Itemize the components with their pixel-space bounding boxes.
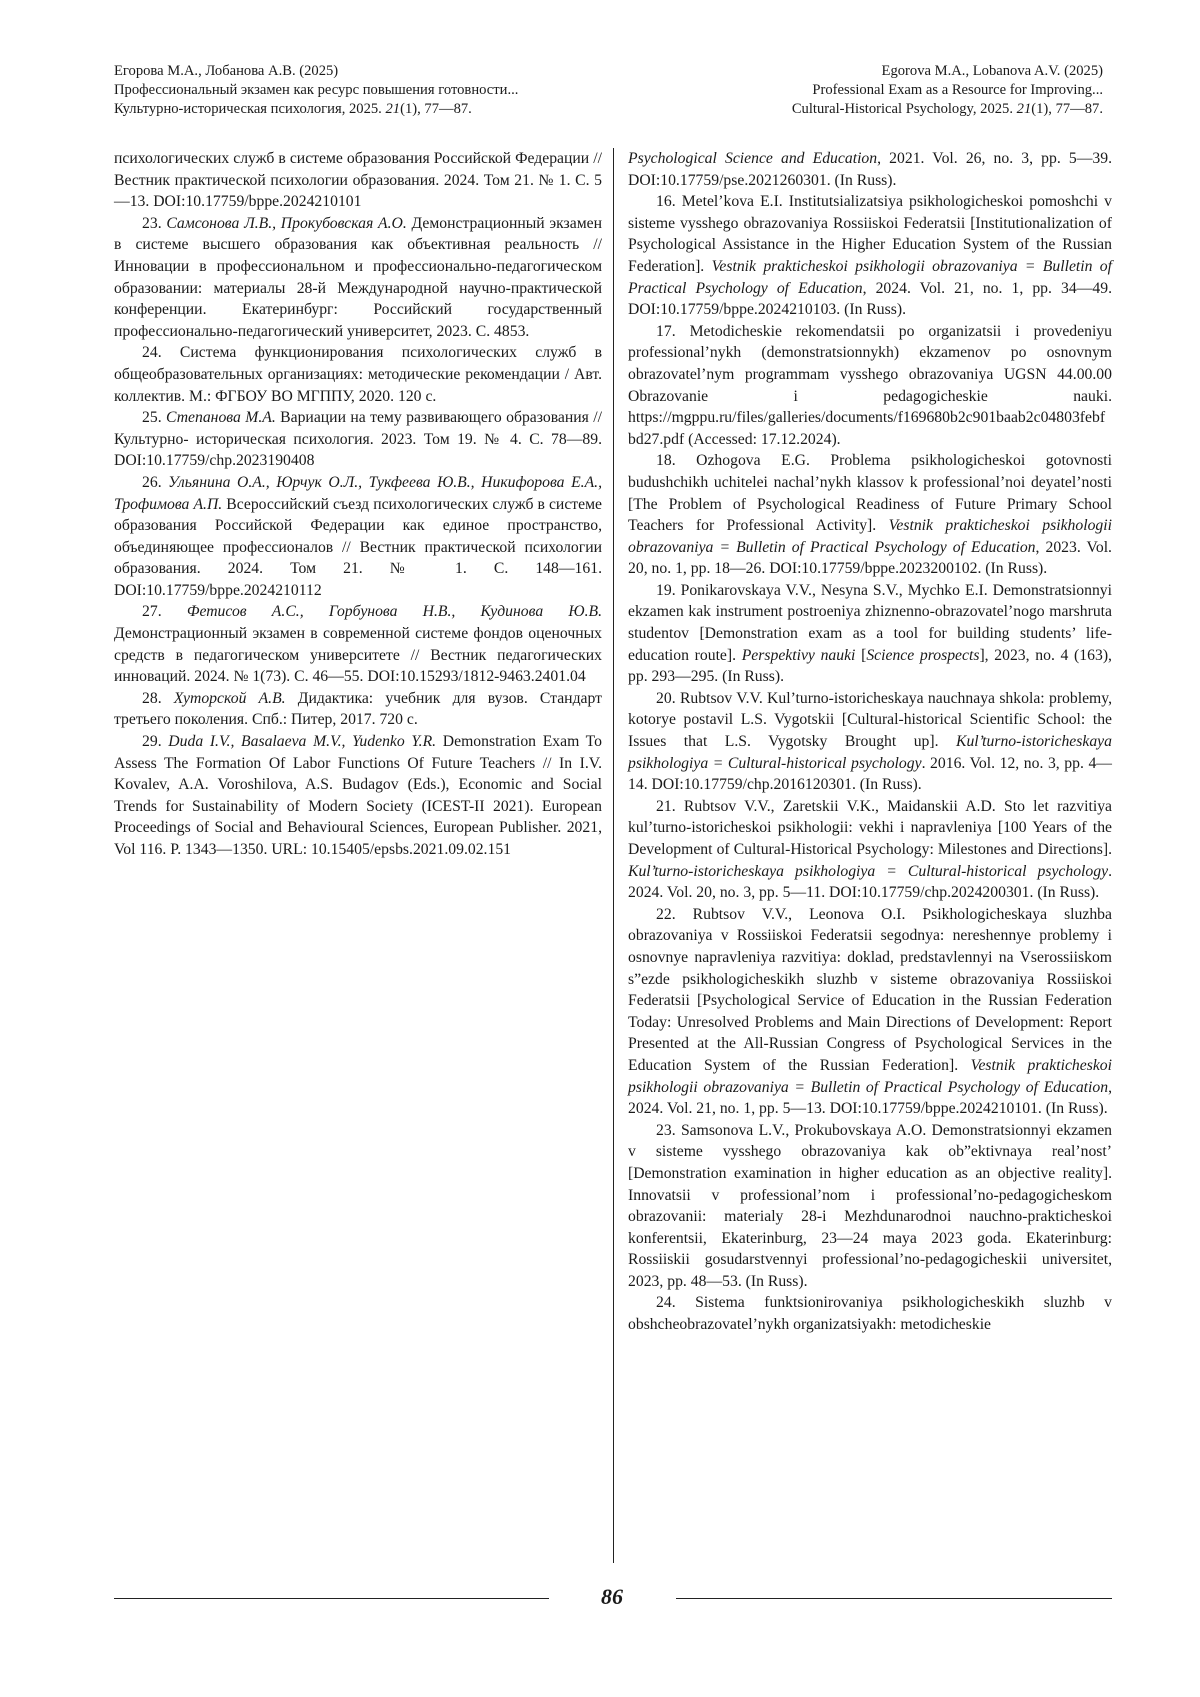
- running-header-english: [792, 62, 1103, 119]
- reference-item: 27. Фетисов А.С., Горбунова Н.В., Кудинова Ю.В. Демонстрационный экзамен в современной системе фондов оценочных средств в педагогическом университете // Вестник педагогических инноваций. 2024. № 1(73). С. 46—55. DOI:10.15293/1812-9463.2401.04: [114, 601, 602, 687]
- journal-page: [0, 0, 1200, 1697]
- references-column-russian: [114, 148, 602, 861]
- footer-rule-right: [676, 1598, 1112, 1599]
- reference-item: 25. Степанова М.А. Вариации на тему развивающего образования // Культурно- историческая психология. 2023. Том 19. № 4. С. 78—89. DOI:10.17759/chp.2023190408: [114, 407, 602, 472]
- footer-rule-left: [114, 1598, 549, 1599]
- reference-item: 24. Sistema funktsionirovaniya psikhologicheskikh sluzhb v obshcheobrazovatel’nykh organizatsiyakh: metodicheskie: [628, 1292, 1112, 1335]
- header-journal-citation: Культурно-историческая психология, 2025. 21(1), 77—87.: [114, 100, 518, 119]
- references-column-english: [628, 148, 1112, 1336]
- reference-item: 16. Metel’kova E.I. Institutsializatsiya psikhologicheskoi pomoshchi v sisteme vysshego obrazovaniya Rossiiskoi Federatsii [Institutionalization of Psychological Assistance in the Higher Education System of the Russian Federation]. Vestnik prakticheskoi psikhologii obrazovaniya = Bulletin of Practical Psychology of Education, 2024. Vol. 21, no. 1, pp. 34—49. DOI:10.17759/bppe.2024210103. (In Russ).: [628, 191, 1112, 321]
- reference-continuation: Psychological Science and Education, 2021. Vol. 26, no. 3, pp. 5—39. DOI:10.17759/pse.2021260301. (In Russ).: [628, 148, 1112, 191]
- reference-item: 20. Rubtsov V.V. Kul’turno-istoricheskaya nauchnaya shkola: problemy, kotorye postavil L.S. Vygotskii [Cultural-historical Scientific School: the Issues that L.S. Vygotsky Brought up]. Kul’turno-istoricheskaya psikhologiya = Cultural-historical psychology. 2016. Vol. 12, no. 3, pp. 4—14. DOI:10.17759/chp.2016120301. (In Russ).: [628, 688, 1112, 796]
- reference-item: 28. Хуторской А.В. Дидактика: учебник для вузов. Стандарт третьего поколения. Спб.: Питер, 2017. 720 с.: [114, 688, 602, 731]
- reference-item: 26. Ульянина О.А., Юрчук О.Л., Тукфеева Ю.В., Никифорова Е.А., Трофимова А.П. Всероссийский съезд психологических служб в системе образования Российской Федерации как единое пространство, объединяющее профессионалов // Вестник практической психологии образования. 2024. Том 21. № 1. С. 148—161. DOI:10.17759/bppe.2024210112: [114, 472, 602, 602]
- reference-continuation: психологических служб в системе образования Российской Федерации // Вестник практической психологии образования. 2024. Том 21. № 1. С. 5—13. DOI:10.17759/bppe.2024210101: [114, 148, 602, 213]
- header-authors: Егорова М.А., Лобанова А.В. (2025): [114, 62, 518, 81]
- reference-item: 19. Ponikarovskaya V.V., Nesyna S.V., Mychko E.I. Demonstratsionnyi ekzamen kak instrument postroeniya zhiznenno-obrazovatel’nogo marshruta studentov [Demonstration exam as a tool for building students’ life-education route]. Perspektivy nauki [Science prospects], 2023, no. 4 (163), pp. 293—295. (In Russ).: [628, 580, 1112, 688]
- running-header-russian: [114, 62, 518, 119]
- reference-item: 29. Duda I.V., Basalaeva M.V., Yudenko Y.R. Demonstration Exam To Assess The Formation Of Labor Functions Of Future Teachers // In I.V. Kovalev, A.A. Voroshilova, A.S. Budagov (Eds.), Economic and Social Trends for Sustainability of Modern Society (ICEST-II 2021). European Proceedings of Social and Behavioural Sciences, European Publisher. 2021, Vol 116. P. 1343—1350. URL: 10.15405/epsbs.2021.09.02.151: [114, 731, 602, 861]
- header-journal-citation: Cultural-Historical Psychology, 2025. 21(1), 77—87.: [792, 100, 1103, 119]
- reference-item: 23. Самсонова Л.В., Прокубовская А.О. Демонстрационный экзамен в системе высшего образования как объективная реальность // Инновации в профессиональном и профессионально-педагогическом образовании: материалы 28-й Международной научно-практической конференции. Екатеринбург: Российский государственный профессионально-педагогический университет, 2023. С. 4853.: [114, 213, 602, 343]
- reference-item: 21. Rubtsov V.V., Zaretskii V.K., Maidanskii A.D. Sto let razvitiya kul’turno-istoricheskoi psikhologii: vekhi i napravleniya [100 Years of the Development of Cultural-Historical Psychology: Milestones and Directions]. Kul’turno-istoricheskaya psikhologiya = Cultural-historical psychology. 2024. Vol. 20, no. 3, pp. 5—11. DOI:10.17759/chp.2024200301. (In Russ).: [628, 796, 1112, 904]
- column-divider: [613, 148, 614, 1563]
- reference-item: 24. Система функционирования психологических служб в общеобразовательных организациях: методические рекомендации / Авт. коллектив. М.: ФГБОУ ВО МГППУ, 2020. 120 с.: [114, 342, 602, 407]
- header-article-title: Professional Exam as a Resource for Improving...: [792, 81, 1103, 100]
- reference-item: 18. Ozhogova E.G. Problema psikhologicheskoi gotovnosti budushchikh uchitelei nachal’nykh klassov k professional’noi deyatel’nosti [The Problem of Psychological Readiness of Future Primary School Teachers for Professional Activity]. Vestnik prakticheskoi psikhologii obrazovaniya = Bulletin of Practical Psychology of Education, 2023. Vol. 20, no. 1, pp. 18—26. DOI:10.17759/bppe.2023200102. (In Russ).: [628, 450, 1112, 580]
- header-authors: Egorova M.A., Lobanova A.V. (2025): [792, 62, 1103, 81]
- reference-item: 22. Rubtsov V.V., Leonova O.I. Psikhologicheskaya sluzhba obrazovaniya v Rossiiskoi Federatsii segodnya: nereshennye problemy i osnovnye napravleniya razvitiya: doklad, predstavlennyi na Vserossiiskom s”ezde psikhologicheskikh sluzhb v sisteme obrazovaniya Rossiiskoi Federatsii [Psychological Service of Education in the Russian Federation Today: Unresolved Problems and Main Directions of Development: Report Presented at the All-Russian Congress of Psychological Services in the Education System of the Russian Federation]. Vestnik prakticheskoi psikhologii obrazovaniya = Bulletin of Practical Psychology of Education, 2024. Vol. 21, no. 1, pp. 5—13. DOI:10.17759/bppe.2024210101. (In Russ).: [628, 904, 1112, 1120]
- reference-item: 23. Samsonova L.V., Prokubovskaya A.O. Demonstratsionnyi ekzamen v sisteme vysshego obrazovaniya kak ob”ektivnaya real’nost’ [Demonstration examination in higher education as an objective reality]. Innovatsii v professional’nom i professional’no-pedagogicheskom obrazovanii: materialy 28-i Mezhdunarodnoi nauchno-prakticheskoi konferentsii, Ekaterinburg, 23—24 maya 2023 goda. Ekaterinburg: Rossiiskii gosudarstvennyi professional’no-pedagogicheskii universitet, 2023, pp. 48—53. (In Russ).: [628, 1120, 1112, 1293]
- page-number: 86: [560, 1584, 664, 1610]
- header-article-title: Профессиональный экзамен как ресурс повышения готовности...: [114, 81, 518, 100]
- reference-item: 17. Metodicheskie rekomendatsii po organizatsii i provedeniyu professional’nykh (demonstratsionnykh) ekzamenov po osnovnym obrazovatel’nym programmam vysshego obrazovaniya UGSN 44.00.00 Obrazovanie i pedagogicheskie nauki. https://mgppu.ru/files/galleries/documents/f169680b2c901baab2c04803febfbd27.pdf (Accessed: 17.12.2024).: [628, 321, 1112, 451]
